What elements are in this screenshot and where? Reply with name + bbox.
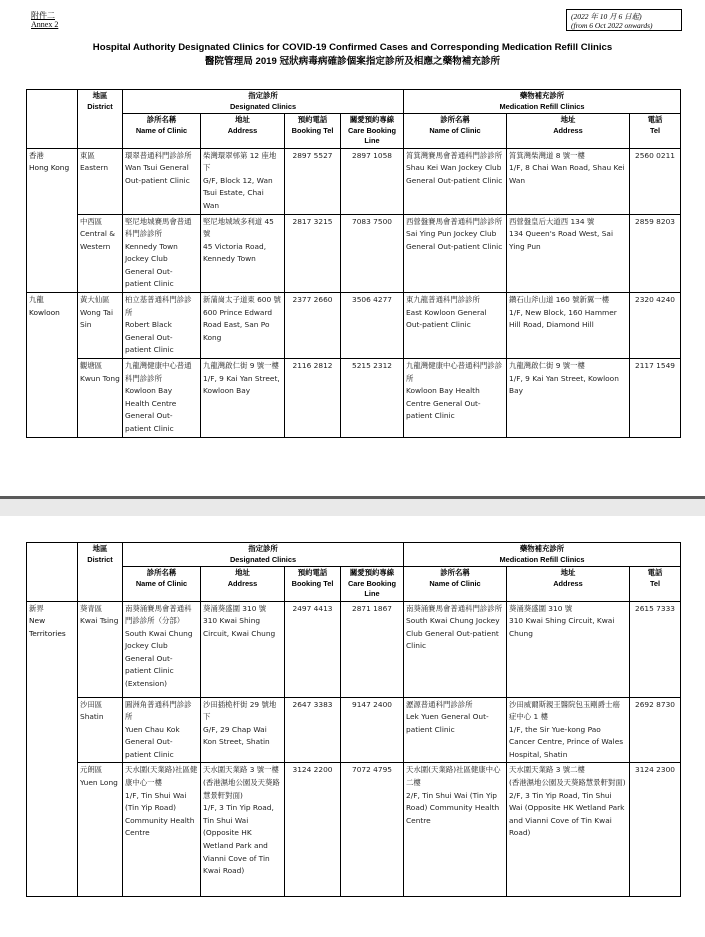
district-cell	[78, 148, 123, 214]
refill-address-cell	[507, 148, 630, 214]
cell-text-line: 九龍	[29, 295, 44, 305]
cell-text-line: 2/F, 3 Tin Yip Road, Tin Shui Wai (Opposite HK Wetland Park and Vianni Cove of Tin Kwai Road)	[509, 790, 625, 838]
table-header	[27, 90, 681, 149]
annex-label	[31, 11, 58, 29]
cell-text-line: 柏立基普通科門診診所	[125, 295, 192, 317]
tel-header-zh: 電話	[647, 568, 663, 577]
region-cell	[27, 148, 78, 293]
refill-address-cell	[507, 601, 630, 697]
region-header-cell	[27, 543, 78, 602]
care-booking-cell: 7083 7500	[341, 214, 404, 293]
table-row	[27, 293, 681, 359]
table-body	[27, 148, 681, 437]
booking-tel-header-en: Booking Tel	[291, 125, 334, 135]
table-row	[27, 601, 681, 697]
booking-tel-header-zh: 預約電話	[297, 115, 328, 124]
cell-text-line: 東區	[80, 150, 95, 160]
cell-text-line: 天水圍(天業路)社區健康中心二樓	[406, 765, 501, 788]
tel-cell: 2117 1549	[630, 359, 681, 438]
table-header	[27, 543, 681, 602]
cell-text-line: G/F, Block 12, Wan Tsui Estate, Chai Wan	[203, 175, 273, 210]
address-cell	[201, 214, 285, 293]
cell-text-line: Wan Tsui General Out-patient Clinic	[125, 163, 190, 185]
district-header-en: District	[87, 101, 113, 111]
tel-header-zh: 電話	[647, 115, 663, 124]
cell-text-line: 九龍灣啟仁街 9 號一樓	[203, 361, 279, 371]
cell-text-line: South Kwai Chung Jockey Club General Out-patient Clinic (Extension)	[125, 628, 193, 689]
cell-text-line: 新界	[29, 603, 44, 613]
care-booking-cell: 2897 1058	[341, 148, 404, 214]
care-booking-header-en: Care Booking Line	[347, 578, 397, 598]
district-cell	[78, 697, 123, 763]
table-body	[27, 601, 681, 897]
designated-header-zh: 指定診所	[248, 544, 278, 553]
booking-tel-header	[285, 567, 341, 602]
refill-address-cell	[507, 359, 630, 438]
cell-text-line: 134 Queen's Road West, Sai Ying Pun	[509, 229, 614, 251]
refill-address-cell	[507, 697, 630, 763]
document-title-en: Hospital Authority Designated Clinics for COVID-19 Confirmed Cases and Corresponding Medication Refill Clinics	[92, 42, 613, 53]
document-page-2	[0, 516, 705, 937]
booking-tel-header	[285, 114, 341, 149]
cell-text-line: 筲箕灣賽馬會普通科門診診所	[406, 150, 503, 160]
address-header-en: Address	[227, 578, 258, 588]
refill-address-header-zh: 地址	[560, 568, 576, 577]
address-header-zh: 地址	[235, 568, 250, 577]
cell-text-line: 45 Victoria Road, Kennedy Town	[203, 241, 267, 264]
cell-text-line: 香港	[29, 150, 44, 160]
address-header-zh: 地址	[235, 115, 250, 124]
cell-text-line: 南葵涌賽馬會普通科門診診所	[406, 603, 503, 613]
cell-text-line: 沙田威爾斯親王醫院包玉剛爵士癌症中心 1 樓	[509, 699, 620, 722]
cell-text-line: 元朗區	[80, 765, 103, 775]
care-booking-cell: 7072 4795	[341, 763, 404, 897]
cell-text-line: 天水圍天業路 3 號一樓	[203, 765, 279, 775]
cell-text-line: East Kowloon General Out-patient Clinic	[406, 307, 487, 330]
district-cell	[78, 763, 123, 897]
care-booking-header-zh: 關愛預約專線	[349, 115, 395, 124]
refill-clinics-header	[404, 90, 681, 114]
cell-text-line: 環翠普通科門診診所	[125, 150, 192, 160]
cell-text-line: Kowloon	[29, 307, 60, 317]
refill-clinics-header	[404, 543, 681, 567]
clinic-name-cell	[123, 359, 201, 438]
district-header-zh: 地區	[92, 91, 108, 100]
tel-cell: 2560 0211	[630, 148, 681, 214]
district-cell	[78, 214, 123, 293]
cell-text-line: 南葵涌賽馬會普通科門診診所（分部）	[125, 603, 192, 626]
address-header	[201, 114, 285, 149]
cell-text-line: 柴灣環翠邨第 12 座地下	[203, 150, 277, 173]
address-cell	[201, 763, 285, 897]
designated-clinics-header	[123, 543, 404, 567]
cell-text-line: 新蒲崗太子道東 600 號	[203, 295, 281, 305]
cell-text-line: 天水圍天業路 3 號二樓	[509, 765, 585, 775]
cell-text-line: South Kwai Chung Jockey Club General Out-patient Clinic	[406, 616, 500, 651]
cell-text-line: Kwun Tong	[80, 373, 120, 383]
refill-address-cell	[507, 293, 630, 359]
cell-text-line: 1/F, New Block, 160 Hammer Hill Road, Diamond Hill	[509, 307, 617, 330]
refill-address-cell	[507, 214, 630, 293]
district-header-en: District	[87, 554, 113, 564]
table-row	[27, 214, 681, 293]
table-row	[27, 697, 681, 763]
region-cell	[27, 293, 78, 438]
cell-text-line: 1/F, 9 Kai Yan Street, Kowloon Bay	[203, 373, 280, 396]
cell-text-line: 鑽石山斧山道 160 號新翼一樓	[509, 295, 610, 305]
refill-clinic-name-cell	[404, 601, 507, 697]
tel-header-en: Tel	[649, 125, 661, 135]
care-booking-cell: 3506 4277	[341, 293, 404, 359]
cell-text-line: 觀塘區	[80, 361, 103, 371]
refill-clinic-name-cell	[404, 293, 507, 359]
cell-text-line: 1/F, Tin Shui Wai (Tin Yip Road) Community Health Centre	[125, 790, 195, 838]
refill-clinic-name-header	[404, 567, 507, 602]
cell-text-line: Kwai Tsing	[80, 616, 119, 626]
address-header	[201, 567, 285, 602]
refill-address-cell	[507, 763, 630, 897]
district-cell	[78, 601, 123, 697]
clinic-name-header-zh: 診所名稱	[146, 568, 177, 577]
refill-clinic-name-header	[404, 114, 507, 149]
cell-text-line: 1/F, 3 Tin Yip Road, Tin Shui Wai (Opposite HK Wetland Park and Vianni Cove of Tin Kwai Road)	[203, 803, 274, 876]
cell-text-line: 310 Kwai Shing Circuit, Kwai Chung	[203, 616, 276, 638]
refill-address-header	[507, 114, 630, 149]
cell-text-line: Yuen Long	[80, 778, 118, 788]
cell-text-line: Kowloon Bay Health Centre General Out-patient Clinic	[125, 386, 177, 433]
tel-cell: 3124 2300	[630, 763, 681, 897]
cell-text-line: 圓洲角普通科門診診所	[125, 699, 192, 722]
cell-text-line: 葵涌葵盛圍 310 號	[203, 603, 267, 613]
care-booking-header	[341, 567, 404, 602]
refill-header-zh: 藥物補充診所	[519, 544, 565, 553]
cell-text-line: (香港濕地公園及天葵路慧景軒對面)	[509, 778, 626, 788]
refill-header-en: Medication Refill Clinics	[499, 554, 585, 564]
care-booking-header	[341, 114, 404, 149]
booking-tel-cell: 2497 4413	[285, 601, 341, 697]
refill-clinic-name-cell	[404, 148, 507, 214]
cell-text-line: Robert Black General Out-patient Clinic	[125, 320, 174, 355]
booking-tel-cell: 2647 3383	[285, 697, 341, 763]
cell-text-line: Shau Kei Wan Jockey Club General Out-patient Clinic	[406, 163, 503, 185]
table-row	[27, 763, 681, 897]
clinic-name-header-zh: 診所名稱	[146, 115, 177, 124]
annex-label-zh: 附件二	[31, 11, 55, 20]
refill-clinic-name-header-zh: 診所名稱	[440, 115, 470, 124]
clinics-table-page-1	[26, 89, 681, 438]
cell-text-line: 310 Kwai Shing Circuit, Kwai Chung	[509, 616, 615, 638]
cell-text-line: Yuen Chau Kok General Out-patient Clinic	[125, 724, 180, 759]
cell-text-line: Kowloon Bay Health Centre General Out-patient Clinic	[406, 386, 481, 421]
refill-address-header	[507, 567, 630, 602]
tel-header-en: Tel	[649, 578, 661, 588]
address-cell	[201, 697, 285, 763]
table-row	[27, 359, 681, 438]
cell-text-line: 堅尼地城域多利道 45 號	[203, 216, 274, 239]
refill-address-header-zh: 地址	[560, 115, 576, 124]
refill-clinic-name-cell	[404, 763, 507, 897]
region-cell	[27, 601, 78, 897]
effective-date-en: (from 6 Oct 2022 onwards)	[571, 21, 653, 30]
tel-cell: 2320 4240	[630, 293, 681, 359]
annex-label-en: Annex 2	[31, 20, 59, 29]
clinic-name-cell	[123, 148, 201, 214]
clinic-name-header-en: Name of Clinic	[135, 125, 188, 135]
cell-text-line: 中西區	[80, 216, 103, 226]
designated-header-en: Designated Clinics	[229, 554, 297, 564]
booking-tel-cell: 2116 2812	[285, 359, 341, 438]
refill-clinic-name-cell	[404, 214, 507, 293]
page-separator	[0, 496, 705, 516]
cell-text-line: 1/F, 8 Chai Wan Road, Shau Kei Wan	[509, 163, 625, 185]
cell-text-line: 葵青區	[80, 603, 103, 613]
document-title-zh: 醫院管理局 2019 冠狀病毒病確診個案指定診所及相應之藥物補充診所	[204, 56, 501, 67]
designated-clinics-header	[123, 90, 404, 114]
cell-text-line: 東九龍普通科門診診所	[406, 295, 480, 305]
address-cell	[201, 293, 285, 359]
cell-text-line: 筲箕灣柴灣道 8 號一樓	[509, 150, 585, 160]
cell-text-line: 600 Prince Edward Road East, San Po Kong	[203, 307, 273, 342]
clinic-name-cell	[123, 697, 201, 763]
district-cell	[78, 359, 123, 438]
cell-text-line: 堅尼地城賽馬會普通科門診診所	[125, 216, 192, 239]
cell-text-line: 天水圍(天業路)社區健康中心一樓	[125, 765, 198, 788]
refill-clinic-name-header-en: Name of Clinic	[429, 578, 481, 588]
care-booking-cell: 9147 2400	[341, 697, 404, 763]
cell-text-line: G/F, 29 Chap Wai Kon Street, Shatin	[203, 724, 270, 747]
cell-text-line: Hong Kong	[29, 163, 70, 173]
care-booking-cell: 5215 2312	[341, 359, 404, 438]
refill-address-header-en: Address	[553, 578, 583, 588]
cell-text-line: Sai Ying Pun Jockey Club General Out-patient Clinic	[406, 229, 503, 251]
cell-text-line: 葵涌葵盛圍 310 號	[509, 603, 573, 613]
tel-header	[630, 567, 681, 602]
cell-text-line: 沙田插桅杆街 29 號地下	[203, 699, 277, 722]
cell-text-line: Central & Western	[80, 229, 116, 251]
cell-text-line: 1/F, 9 Kai Yan Street, Kowloon Bay	[509, 373, 619, 396]
designated-header-en: Designated Clinics	[229, 101, 297, 111]
district-header-cell	[78, 543, 123, 602]
address-cell	[201, 359, 285, 438]
address-cell	[201, 148, 285, 214]
cell-text-line: 瀝源普通科門診診所	[406, 699, 473, 709]
cell-text-line: New Territories	[29, 616, 66, 638]
designated-header-zh: 指定診所	[248, 91, 278, 100]
cell-text-line: Eastern	[80, 163, 109, 173]
clinic-name-cell	[123, 214, 201, 293]
cell-text-line: 九龍灣啟仁街 9 號一樓	[509, 361, 585, 371]
cell-text-line: 九龍灣健康中心普通科門診診所	[406, 361, 503, 383]
table-row	[27, 148, 681, 214]
refill-clinic-name-cell	[404, 697, 507, 763]
clinic-name-header-en: Name of Clinic	[135, 578, 188, 588]
clinic-name-cell	[123, 763, 201, 897]
region-header-cell	[27, 90, 78, 149]
district-header-cell	[78, 90, 123, 149]
booking-tel-header-zh: 預約電話	[297, 568, 328, 577]
cell-text-line: 西營盤賽馬會普通科門診診所	[406, 216, 503, 226]
care-booking-cell: 2871 1867	[341, 601, 404, 697]
cell-text-line: Shatin	[80, 712, 104, 722]
clinic-name-cell	[123, 293, 201, 359]
tel-cell: 2692 8730	[630, 697, 681, 763]
cell-text-line: 九龍灣健康中心普通科門診診所	[125, 361, 192, 383]
clinic-name-header	[123, 567, 201, 602]
cell-text-line: Kennedy Town Jockey Club General Out-patient Clinic	[125, 241, 178, 289]
tel-cell: 2615 7333	[630, 601, 681, 697]
care-booking-header-en: Care Booking Line	[347, 125, 397, 145]
district-header-zh: 地區	[92, 544, 108, 553]
booking-tel-cell: 2817 3215	[285, 214, 341, 293]
clinic-name-header	[123, 114, 201, 149]
effective-date-box	[566, 9, 682, 31]
district-cell	[78, 293, 123, 359]
cell-text-line: 沙田區	[80, 699, 103, 709]
refill-header-en: Medication Refill Clinics	[499, 101, 585, 111]
care-booking-header-zh: 關愛預約專線	[349, 568, 395, 577]
tel-cell: 2859 8203	[630, 214, 681, 293]
refill-header-zh: 藥物補充診所	[519, 91, 565, 100]
cell-text-line: Lek Yuen General Out-patient Clinic	[406, 712, 489, 734]
cell-text-line: Wong Tai Sin	[80, 307, 113, 330]
effective-date-zh: (2022 年 10 月 6 日起)	[571, 12, 642, 21]
cell-text-line: 2/F, Tin Shui Wai (Tin Yip Road) Community Health Centre	[406, 790, 500, 825]
address-header-en: Address	[227, 125, 258, 135]
booking-tel-cell: 2897 5527	[285, 148, 341, 214]
refill-clinic-name-header-en: Name of Clinic	[429, 125, 481, 135]
refill-clinic-name-cell	[404, 359, 507, 438]
cell-text-line: 黃大仙區	[80, 295, 110, 305]
address-cell	[201, 601, 285, 697]
cell-text-line: 西營盤皇后大道西 134 號	[509, 216, 595, 226]
clinics-table-page-2	[26, 542, 681, 897]
tel-header	[630, 114, 681, 149]
cell-text-line: 1/F, the Sir Yue-kong Pao Cancer Centre, Prince of Wales Hospital, Shatin	[509, 724, 624, 759]
booking-tel-cell: 3124 2200	[285, 763, 341, 897]
refill-clinic-name-header-zh: 診所名稱	[440, 568, 470, 577]
clinic-name-cell	[123, 601, 201, 697]
booking-tel-cell: 2377 2660	[285, 293, 341, 359]
booking-tel-header-en: Booking Tel	[291, 578, 334, 588]
cell-text-line: (香港濕地公園及天葵路慧景軒對面)	[203, 778, 280, 800]
refill-address-header-en: Address	[553, 125, 583, 135]
